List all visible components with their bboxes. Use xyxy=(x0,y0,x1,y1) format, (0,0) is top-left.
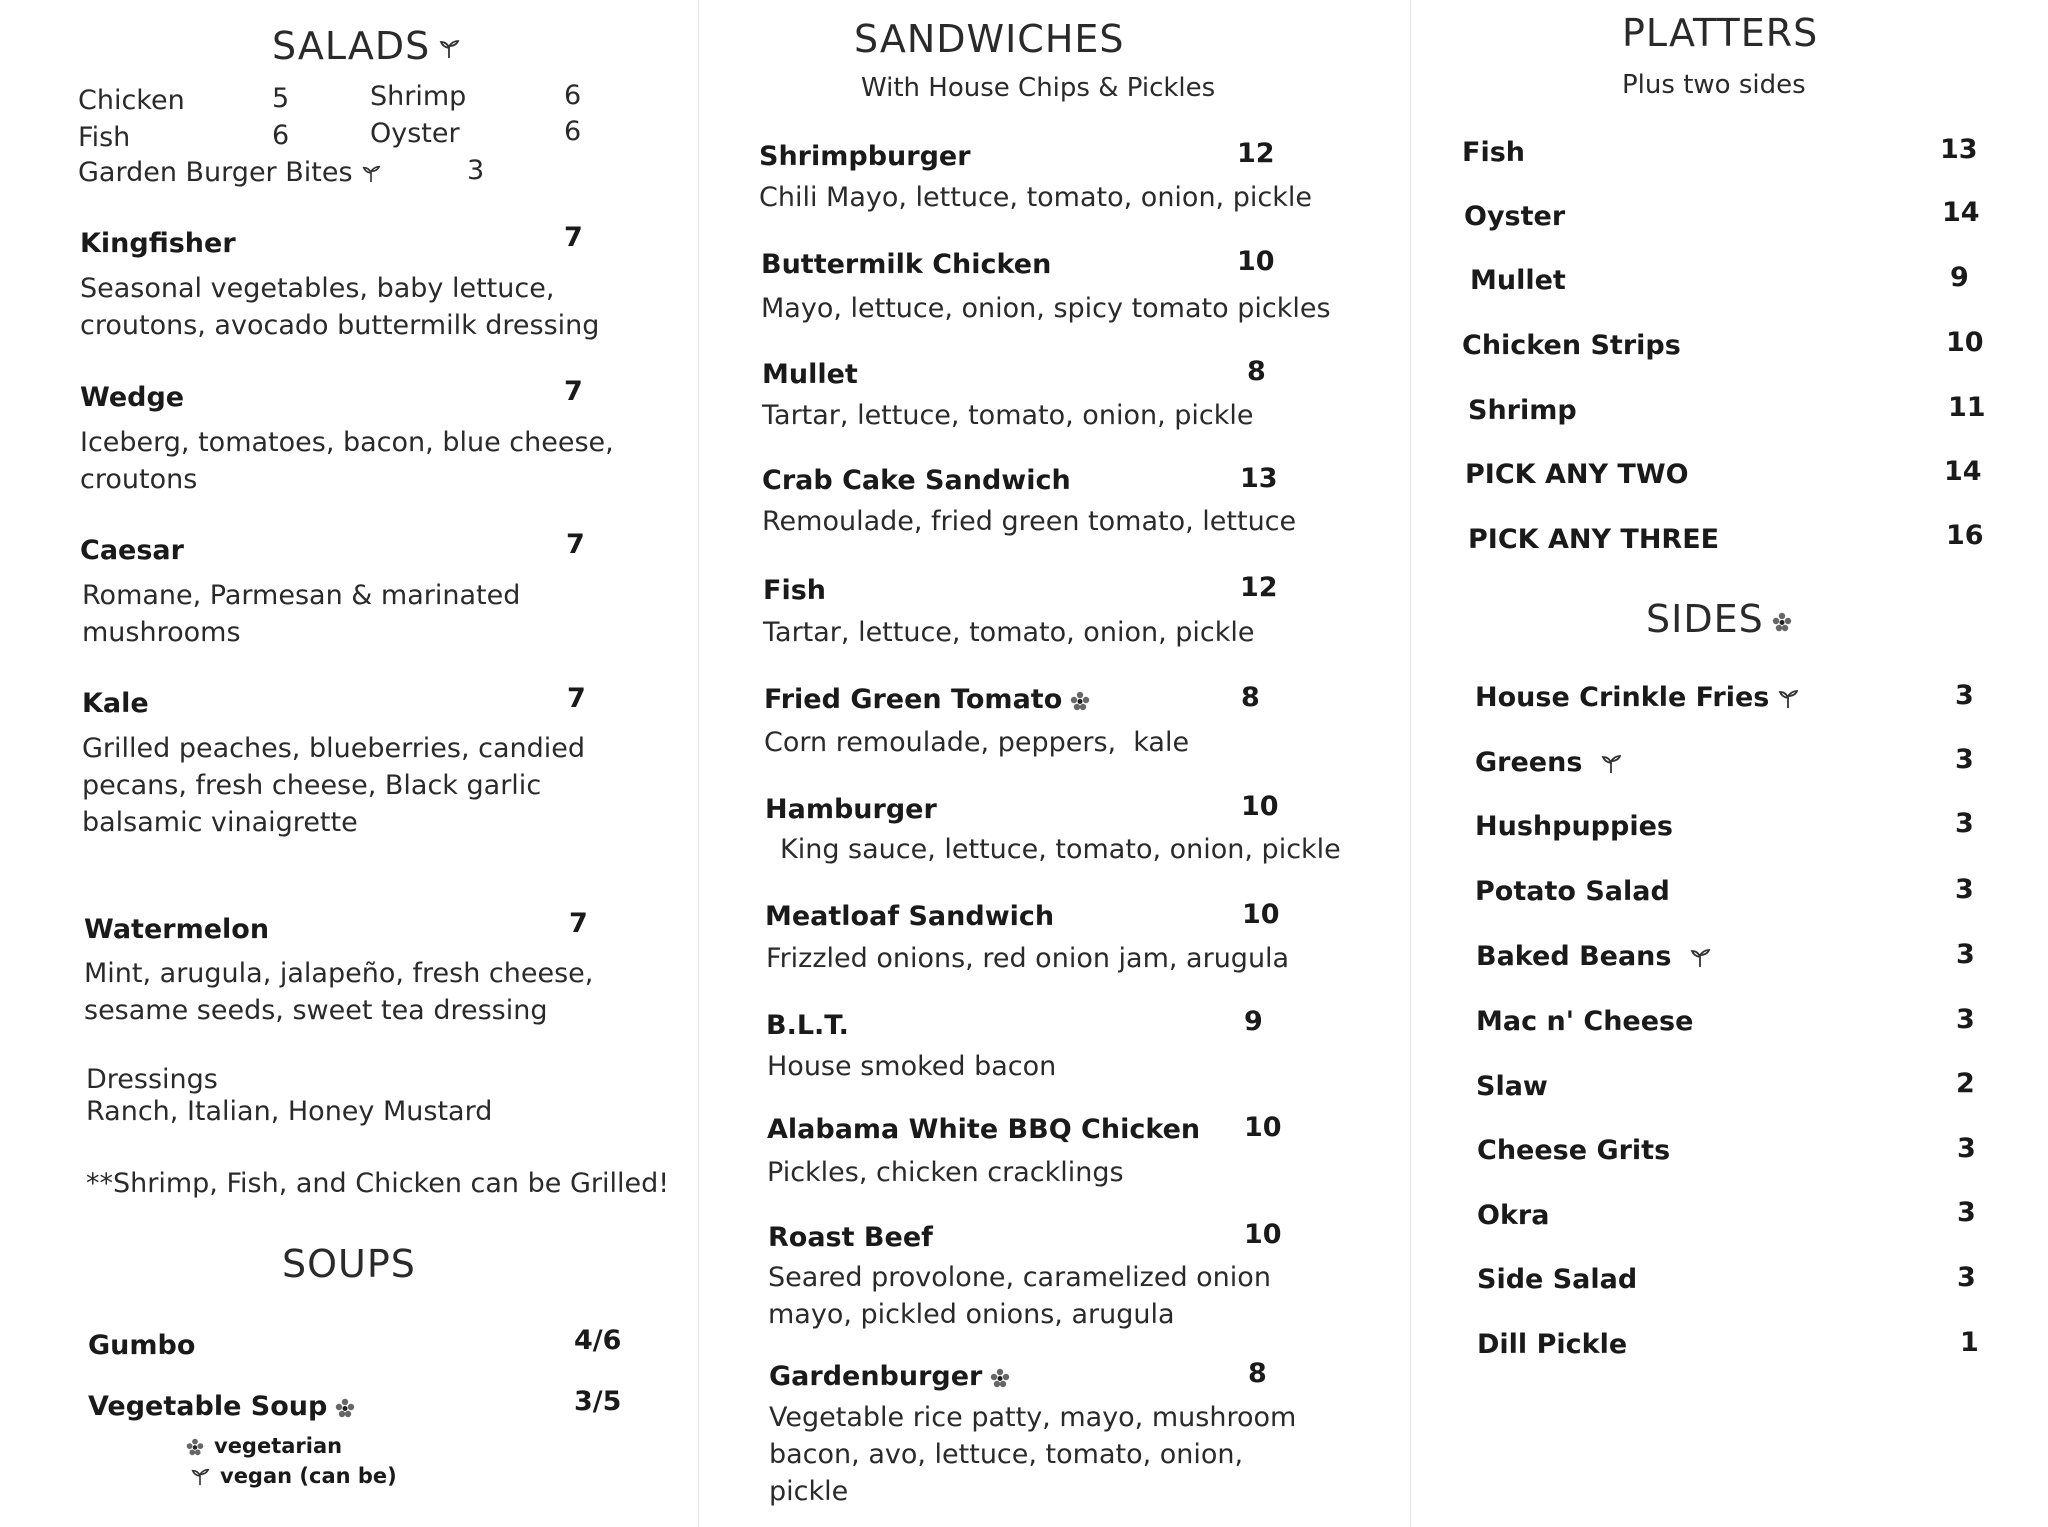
sandwich-item-price: 9 xyxy=(1244,1006,1263,1037)
salad-item-desc: Seasonal vegetables, baby lettuce, croutons, avocado buttermilk dressing xyxy=(80,273,600,341)
sprout-icon xyxy=(1600,753,1622,775)
sandwich-item-desc: Tartar, lettuce, tomato, onion, pickle xyxy=(762,400,1254,431)
flower-icon xyxy=(186,1438,204,1456)
side-item-name: Hushpuppies xyxy=(1475,811,1673,842)
sandwich-item-price: 10 xyxy=(1244,1219,1282,1250)
salad-item-desc: Romane, Parmesan & marinated mushrooms xyxy=(82,580,521,648)
platter-item-price: 13 xyxy=(1940,134,1978,165)
protein-name: Chicken xyxy=(78,85,185,116)
sandwich-item-desc: Corn remoulade, peppers, kale xyxy=(764,727,1190,758)
platter-item-name: Oyster xyxy=(1464,201,1566,232)
dressings-label: Dressings xyxy=(86,1064,218,1095)
sandwich-item-desc: Chili Mayo, lettuce, tomato, onion, pickle xyxy=(759,182,1312,213)
side-item-price: 2 xyxy=(1956,1068,1975,1099)
side-item-price: 1 xyxy=(1960,1327,1979,1358)
salad-item-name: Wedge xyxy=(80,382,185,413)
sandwich-item-price: 8 xyxy=(1248,1358,1267,1389)
sandwich-item-price: 10 xyxy=(1244,1112,1282,1143)
sandwiches-subtitle: With House Chips & Pickles xyxy=(861,73,1216,103)
side-item-name: Baked Beans xyxy=(1476,941,1711,972)
sides-title: SIDES xyxy=(1646,597,1792,641)
sandwich-item-desc: Pickles, chicken cracklings xyxy=(767,1157,1124,1188)
legend-vegan: vegan (can be) xyxy=(190,1464,397,1488)
side-item-name: Okra xyxy=(1477,1200,1550,1231)
side-item-name: Cheese Grits xyxy=(1477,1135,1671,1166)
sandwich-item-desc: Remoulade, fried green tomato, lettuce xyxy=(762,506,1297,537)
sandwich-item-name: Gardenburger xyxy=(769,1361,1010,1392)
sandwich-item-name: Alabama White BBQ Chicken xyxy=(767,1114,1201,1145)
sandwich-item-price: 8 xyxy=(1241,682,1260,713)
soup-item-price: 3/5 xyxy=(574,1386,622,1417)
sandwich-item-desc: Frizzled onions, red onion jam, arugula xyxy=(766,943,1290,974)
sandwich-item-desc: Seared provolone, caramelized onion mayo, pickled onions, arugula xyxy=(768,1262,1271,1330)
salad-item-name: Watermelon xyxy=(84,914,270,945)
sandwich-item-name: Mullet xyxy=(762,359,858,390)
platter-item-price: 11 xyxy=(1948,392,1986,423)
sandwich-item-price: 10 xyxy=(1242,899,1280,930)
salad-item-price: 7 xyxy=(569,908,588,939)
sprout-icon xyxy=(1777,688,1799,710)
protein-price: 6 xyxy=(564,116,582,147)
soup-item-name: Vegetable Soup xyxy=(88,1391,355,1422)
side-item-price: 3 xyxy=(1956,1004,1975,1035)
sandwich-item-desc: Tartar, lettuce, tomato, onion, pickle xyxy=(763,617,1255,648)
sprout-icon xyxy=(361,164,381,184)
sandwich-item-name: B.L.T. xyxy=(766,1010,849,1041)
side-item-price: 3 xyxy=(1955,874,1974,905)
side-item-name: Side Salad xyxy=(1477,1264,1638,1295)
flower-icon xyxy=(1772,612,1792,632)
sandwich-item-desc: Vegetable rice patty, mayo, mushroom bacon, avo, lettuce, tomato, onion, pickle xyxy=(769,1402,1297,1507)
fold-line-right xyxy=(1410,0,1411,1527)
soups-title: SOUPS xyxy=(282,1242,416,1286)
dressings-list: Ranch, Italian, Honey Mustard xyxy=(86,1096,493,1127)
platters-title: PLATTERS xyxy=(1622,11,1819,55)
sprout-icon xyxy=(438,38,460,60)
protein-name: Fish xyxy=(78,122,131,153)
salad-item-name: Caesar xyxy=(80,535,184,566)
sandwich-item-price: 12 xyxy=(1237,138,1275,169)
protein-name: Garden Burger Bites xyxy=(78,157,381,188)
protein-price: 6 xyxy=(564,80,582,111)
platter-item-price: 14 xyxy=(1944,456,1982,487)
platter-item-name: PICK ANY TWO xyxy=(1465,459,1689,490)
side-item-name: Mac n' Cheese xyxy=(1476,1006,1694,1037)
side-item-price: 3 xyxy=(1955,744,1974,775)
soup-item-name: Gumbo xyxy=(88,1330,196,1361)
sandwich-item-name: Hamburger xyxy=(765,794,937,825)
platter-item-name: Chicken Strips xyxy=(1462,330,1681,361)
side-item-name: Slaw xyxy=(1476,1071,1548,1102)
protein-price: 5 xyxy=(272,83,290,114)
sprout-icon xyxy=(190,1467,210,1487)
side-item-price: 3 xyxy=(1956,939,1975,970)
legend-vegetarian: vegetarian xyxy=(186,1434,342,1458)
salad-item-price: 7 xyxy=(564,222,583,253)
platter-item-price: 10 xyxy=(1946,327,1984,358)
sandwich-item-name: Fish xyxy=(763,575,826,606)
flower-icon xyxy=(990,1368,1010,1388)
flower-icon xyxy=(1070,691,1090,711)
platter-item-name: Fish xyxy=(1462,137,1525,168)
soup-item-price: 4/6 xyxy=(574,1325,622,1356)
salad-item-desc: Grilled peaches, blueberries, candied pecans, fresh cheese, Black garlic balsamic vinaigrette xyxy=(82,733,586,838)
sandwich-item-price: 10 xyxy=(1237,246,1275,277)
sandwich-item-name: Crab Cake Sandwich xyxy=(762,465,1071,496)
platter-item-price: 9 xyxy=(1950,262,1969,293)
salads-title: SALADS xyxy=(272,24,460,68)
sandwich-item-desc: House smoked bacon xyxy=(767,1051,1057,1082)
salad-item-name: Kingfisher xyxy=(80,228,236,259)
platter-item-name: Shrimp xyxy=(1468,395,1577,426)
sandwich-item-price: 8 xyxy=(1247,356,1266,387)
platter-item-name: PICK ANY THREE xyxy=(1468,524,1720,555)
protein-name: Oyster xyxy=(370,118,460,149)
platters-subtitle: Plus two sides xyxy=(1622,70,1806,100)
side-item-price: 3 xyxy=(1957,1133,1976,1164)
side-item-price: 3 xyxy=(1955,680,1974,711)
side-item-price: 3 xyxy=(1957,1262,1976,1293)
sandwiches-title: SANDWICHES xyxy=(854,17,1125,61)
protein-price: 6 xyxy=(272,120,290,151)
protein-name: Shrimp xyxy=(370,81,467,112)
sandwich-item-price: 10 xyxy=(1241,791,1279,822)
protein-price: 3 xyxy=(467,155,485,186)
sprout-icon xyxy=(1689,947,1711,969)
sandwich-item-desc: Mayo, lettuce, onion, spicy tomato pickles xyxy=(761,293,1331,324)
fold-line-left xyxy=(698,0,699,1527)
sandwich-item-name: Roast Beef xyxy=(768,1222,933,1253)
sandwich-item-price: 12 xyxy=(1240,572,1278,603)
side-item-name: Greens xyxy=(1475,747,1622,778)
salad-item-price: 7 xyxy=(566,529,585,560)
grill-note: **Shrimp, Fish, and Chicken can be Grilled! xyxy=(86,1168,670,1199)
sandwich-item-desc: King sauce, lettuce, tomato, onion, pickle xyxy=(780,834,1341,865)
side-item-price: 3 xyxy=(1957,1197,1976,1228)
platter-item-name: Mullet xyxy=(1470,265,1566,296)
salad-item-price: 7 xyxy=(567,683,586,714)
salad-item-price: 7 xyxy=(564,376,583,407)
salad-item-desc: Iceberg, tomatoes, bacon, blue cheese, croutons xyxy=(80,427,614,495)
platter-item-price: 14 xyxy=(1942,197,1980,228)
side-item-name: Dill Pickle xyxy=(1477,1329,1628,1360)
sandwich-item-price: 13 xyxy=(1240,463,1278,494)
side-item-name: Potato Salad xyxy=(1475,876,1670,907)
side-item-name: House Crinkle Fries xyxy=(1475,682,1799,713)
sandwich-item-name: Fried Green Tomato xyxy=(764,684,1090,715)
sandwich-item-name: Meatloaf Sandwich xyxy=(765,901,1055,932)
sandwich-item-name: Buttermilk Chicken xyxy=(761,249,1052,280)
salad-item-name: Kale xyxy=(82,688,149,719)
sandwich-item-name: Shrimpburger xyxy=(759,141,971,172)
side-item-price: 3 xyxy=(1955,808,1974,839)
salad-item-desc: Mint, arugula, jalapeño, fresh cheese, sesame seeds, sweet tea dressing xyxy=(84,958,594,1026)
platter-item-price: 16 xyxy=(1946,520,1984,551)
flower-icon xyxy=(335,1398,355,1418)
